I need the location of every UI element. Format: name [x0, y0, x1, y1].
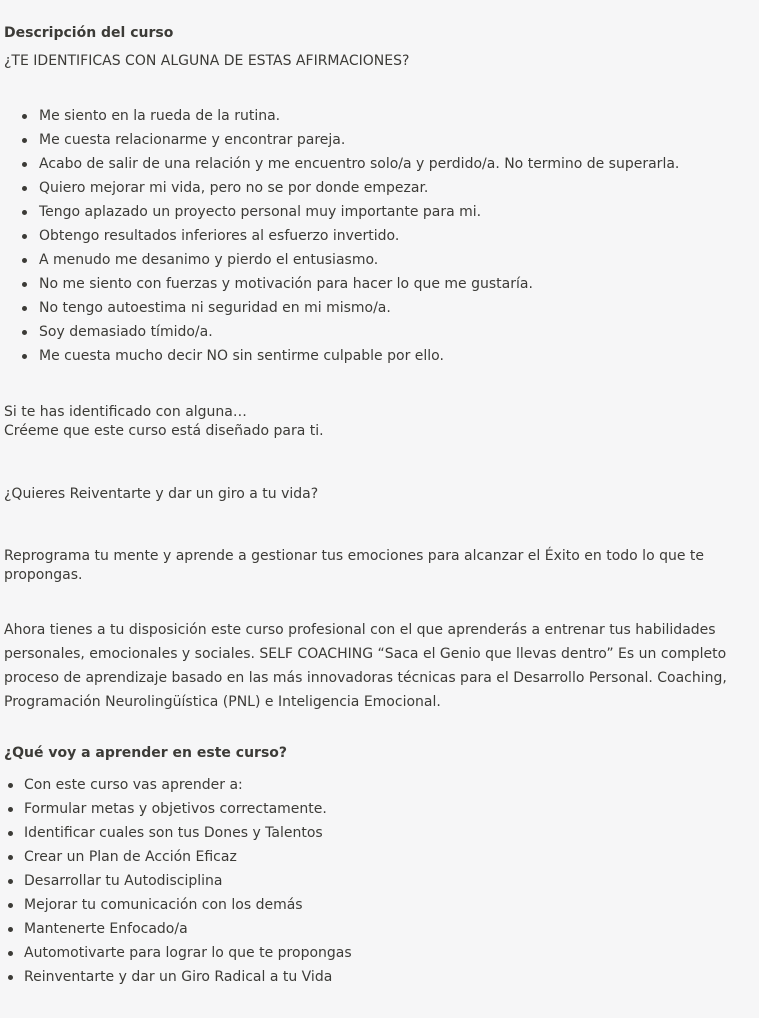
- list-item: [8, 773, 352, 797]
- bullet-icon: [8, 783, 13, 788]
- list-item: [8, 821, 352, 845]
- list-item-text: Automotivarte para lograr lo que te propongas: [24, 945, 352, 961]
- bullet-icon: [22, 186, 27, 191]
- bullet-icon: [22, 210, 27, 215]
- list-item: [8, 941, 352, 965]
- list-item-text: Tengo aplazado un proyecto personal muy importante para mi.: [39, 204, 482, 220]
- bullet-icon: [22, 162, 27, 167]
- list-item-text: Me siento en la rueda de la rutina.: [39, 108, 281, 124]
- list-item: [8, 869, 352, 893]
- list-item: [22, 320, 679, 344]
- bullet-icon: [22, 234, 27, 239]
- learn-list: [8, 773, 352, 989]
- list-item-text: Me cuesta relacionarme y encontrar pareja.: [39, 132, 346, 148]
- bullet-icon: [22, 282, 27, 287]
- reinvent-question: ¿Quieres Reiventarte y dar un giro a tu vida?: [4, 486, 319, 502]
- list-item: [22, 248, 679, 272]
- list-item-text: Desarrollar tu Autodisciplina: [24, 873, 223, 889]
- list-item: [8, 845, 352, 869]
- list-item-text: Acabo de salir de una relación y me encuentro solo/a y perdido/a. No termino de superarla.: [39, 156, 680, 172]
- bullet-icon: [22, 306, 27, 311]
- bullet-icon: [8, 903, 13, 908]
- learn-heading: ¿Qué voy a aprender en este curso?: [4, 745, 288, 761]
- bullet-icon: [8, 879, 13, 884]
- list-item: [22, 128, 679, 152]
- bullet-icon: [22, 354, 27, 359]
- list-item: [22, 104, 679, 128]
- list-item-text: Con este curso vas aprender a:: [24, 777, 243, 793]
- list-item-text: No tengo autoestima ni seguridad en mi mismo/a.: [39, 300, 391, 316]
- list-item-text: A menudo me desanimo y pierdo el entusiasmo.: [39, 252, 379, 268]
- description-heading: Descripción del curso: [4, 25, 174, 41]
- list-item: [22, 296, 679, 320]
- list-item: [22, 344, 679, 368]
- list-item-text: Reinventarte y dar un Giro Radical a tu Vida: [24, 969, 333, 985]
- list-item: [8, 797, 352, 821]
- bullet-icon: [22, 258, 27, 263]
- bullet-icon: [22, 330, 27, 335]
- list-item-text: Formular metas y objetivos correctamente.: [24, 801, 327, 817]
- reprogram-paragraph: Reprograma tu mente y aprende a gestionar tus emociones para alcanzar el Éxito en todo lo que te propongas.: [4, 548, 705, 583]
- bullet-icon: [8, 951, 13, 956]
- statements-list: [22, 104, 679, 368]
- bullet-icon: [8, 831, 13, 836]
- intro-question: ¿TE IDENTIFICAS CON ALGUNA DE ESTAS AFIRMACIONES?: [4, 53, 410, 69]
- list-item-text: Me cuesta mucho decir NO sin sentirme culpable por ello.: [39, 348, 444, 364]
- identified-line-2: Créeme que este curso está diseñado para ti.: [4, 423, 324, 439]
- list-item: [22, 272, 679, 296]
- availability-paragraph: Ahora tienes a tu disposición este curso profesional con el que aprenderás a entrenar tus habilidades personales, emocionales y sociales. SELF COACHING “Saca el Genio que llevas dentro” Es un completo proceso de aprendizaje basado en las más innovadoras técnicas para el Desarrollo Personal. Coaching, Programación Neurolingüística (PNL) e Inteligencia Emocional.: [4, 622, 727, 710]
- bullet-icon: [8, 927, 13, 932]
- list-item: [8, 965, 352, 989]
- list-item-text: Soy demasiado tímido/a.: [39, 324, 213, 340]
- list-item-text: No me siento con fuerzas y motivación para hacer lo que me gustaría.: [39, 276, 533, 292]
- list-item: [22, 152, 679, 176]
- list-item-text: Mejorar tu comunicación con los demás: [24, 897, 303, 913]
- list-item: [22, 176, 679, 200]
- identified-line-1: Si te has identificado con alguna…: [4, 404, 247, 420]
- list-item: [22, 224, 679, 248]
- list-item: [8, 917, 352, 941]
- list-item: [8, 893, 352, 917]
- bullet-icon: [22, 114, 27, 119]
- list-item-text: Crear un Plan de Acción Eficaz: [24, 849, 237, 865]
- list-item-text: Quiero mejorar mi vida, pero no se por donde empezar.: [39, 180, 429, 196]
- bullet-icon: [8, 807, 13, 812]
- list-item: [22, 200, 679, 224]
- list-item-text: Identificar cuales son tus Dones y Talentos: [24, 825, 323, 841]
- bullet-icon: [8, 975, 13, 980]
- list-item-text: Obtengo resultados inferiores al esfuerzo invertido.: [39, 228, 400, 244]
- list-item-text: Mantenerte Enfocado/a: [24, 921, 188, 937]
- bullet-icon: [8, 855, 13, 860]
- bullet-icon: [22, 138, 27, 143]
